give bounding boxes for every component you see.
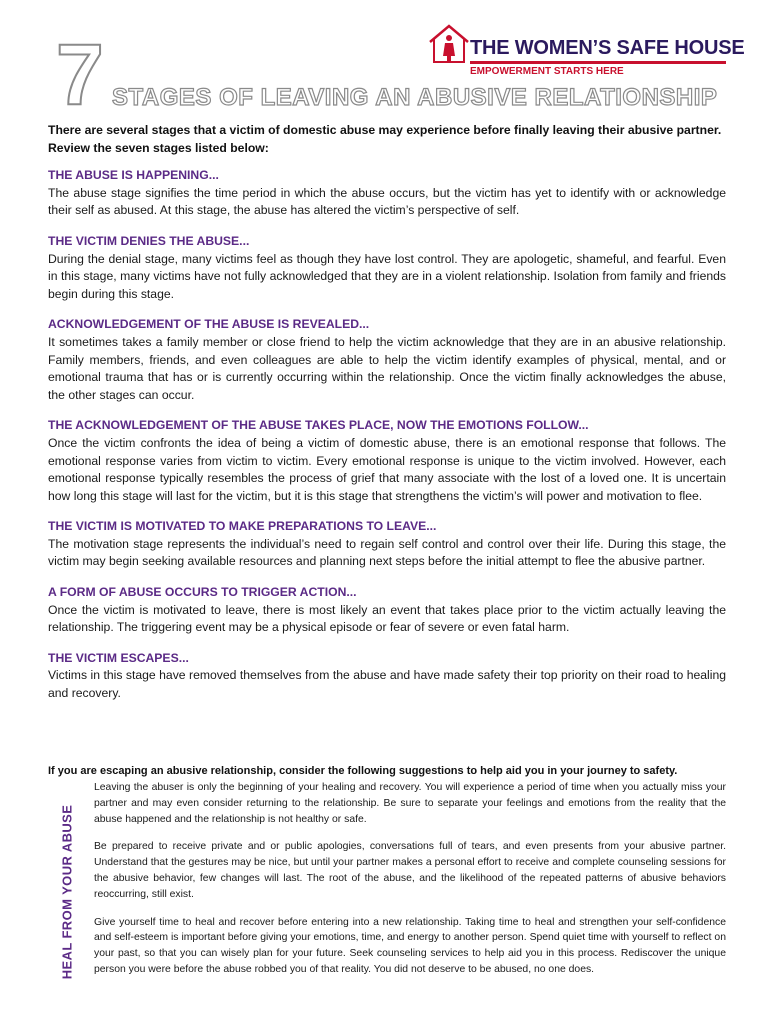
stage-text: Once the victim is motivated to leave, there is most likely an event that takes place prior to the victim actually leaving the relationship. The triggering event may be a physical episode or fear of severe or even fatal harm. [48, 602, 726, 635]
stage-heading: A FORM OF ABUSE OCCURS TO TRIGGER ACTION... [48, 585, 357, 600]
stage-text: The motivation stage represents the individual’s need to regain self control and control over their life. During this stage, the victim may begin seeking available resources and planning next steps before the initial attempt to flee the abusive partner. [48, 536, 726, 569]
logo-divider [470, 61, 726, 64]
stage-7 [48, 650, 726, 703]
stage-6 [48, 584, 726, 637]
stage-heading: THE ACKNOWLEDGEMENT OF THE ABUSE TAKES PLACE, NOW THE EMOTIONS FOLLOW... [48, 418, 589, 433]
header [0, 0, 768, 118]
page-title: STAGES OF LEAVING AN ABUSIVE RELATIONSHIP [112, 84, 718, 111]
stage-text: Victims in this stage have removed themselves from the abuse and have made safety their top priority on their road to healing and recovery. [48, 668, 726, 701]
stage-heading: THE VICTIM ESCAPES... [48, 650, 189, 665]
stage-3 [48, 316, 726, 404]
tip-paragraph: Give yourself time to heal and recover before entering into a new relationship. Taking time to heal and strengthen your self-confidence and self-esteem is important before giving your emotions, time, and energy to another person. Spend quiet time with yourself to reflect on your past, so that you can wisely plan for your future. Seek counseling services to help aid you in this process. Rediscover the unique person you were before the abuse robbed you of that reality. You did not deserve to be abused, no one does. [94, 916, 726, 975]
intro-paragraph: There are several stages that a victim of domestic abuse may experience before finally leaving their abusive partner. Review the seven stages listed below: [48, 123, 722, 155]
stage-4 [48, 417, 726, 505]
stage-text: Once the victim confronts the idea of being a victim of domestic abuse, there is an emotional response that follows. The emotional response varies from victim to victim. Every emotional response is unique to the victim involved. However, each emotional response typically resembles the process of grief that many associate with the lost of a loved one. It is uncertain how long this stage will last for the victim, but it is this stage that strengthens the victim’s will power and motivation to flee. [48, 435, 726, 503]
logo-tagline: EMPOWERMENT STARTS HERE [470, 66, 624, 77]
stage-heading: ACKNOWLEDGEMENT OF THE ABUSE IS REVEALED... [48, 317, 370, 332]
stage-1 [48, 167, 726, 220]
tips-title: If you are escaping an abusive relationship, consider the following suggestions to help aid you in your journey to safety. [48, 765, 678, 777]
tips-list [94, 780, 726, 990]
stage-2 [48, 233, 726, 303]
stages-content [48, 122, 726, 716]
stage-heading: THE VICTIM DENIES THE ABUSE... [48, 233, 250, 248]
stage-heading: THE ABUSE IS HAPPENING... [48, 168, 219, 183]
stage-5 [48, 518, 726, 571]
stage-text: During the denial stage, many victims feel as though they have lost control. They are apologetic, shameful, and fearful. Even in this stage, many victims have not fully acknowledged that they are in a violent relationship. Isolation from family and friends begin during this stage. [48, 251, 726, 301]
side-label [56, 796, 78, 988]
stage-text: The abuse stage signifies the time period in which the abuse occurs, but the victim has yet to identify with or acknowledge their self as abused. At this stage, the abuse has altered the victim’s perspective of self. [48, 185, 726, 218]
number-seven-graphic [52, 32, 110, 112]
logo-name: THE WOMEN’S SAFE HOUSE [470, 37, 745, 59]
tip-paragraph: Be prepared to receive private and or public apologies, conversations full of tears, and even presents from your abusive partner. Understand that the gestures may be nice, but until your partner makes a personal effort to receive and complete counseling sessions for the abusive behavior, few changes will last. The root of the abuse, and the likelihood of the repeated patterns of abusive behaviors reoccurring, still exist. [94, 841, 726, 900]
side-label-text: HEAL FROM YOUR ABUSE [59, 804, 75, 980]
logo [428, 22, 745, 80]
house-with-figure-icon [428, 22, 470, 64]
number-seven: 7 [56, 32, 104, 112]
stage-text: It sometimes takes a family member or close friend to help the victim acknowledge that they are in an abusive relationship. Family members, friends, and even colleagues are able to help the victim identify examples of physical, mental, and or emotional trauma that has or is currently occurring within the relationship. Once the victim finally acknowledges the abuse, the other stages can occur. [48, 334, 726, 402]
tip-paragraph: Leaving the abuser is only the beginning of your healing and recovery. You will experience a period of time when you actually miss your partner and may even consider returning to the relationship. Be sure to separate your feelings and emotions from the reality that the abuse happened and the relationship is not healthy or safe. [94, 782, 726, 825]
stage-heading: THE VICTIM IS MOTIVATED TO MAKE PREPARATIONS TO LEAVE... [48, 519, 437, 534]
